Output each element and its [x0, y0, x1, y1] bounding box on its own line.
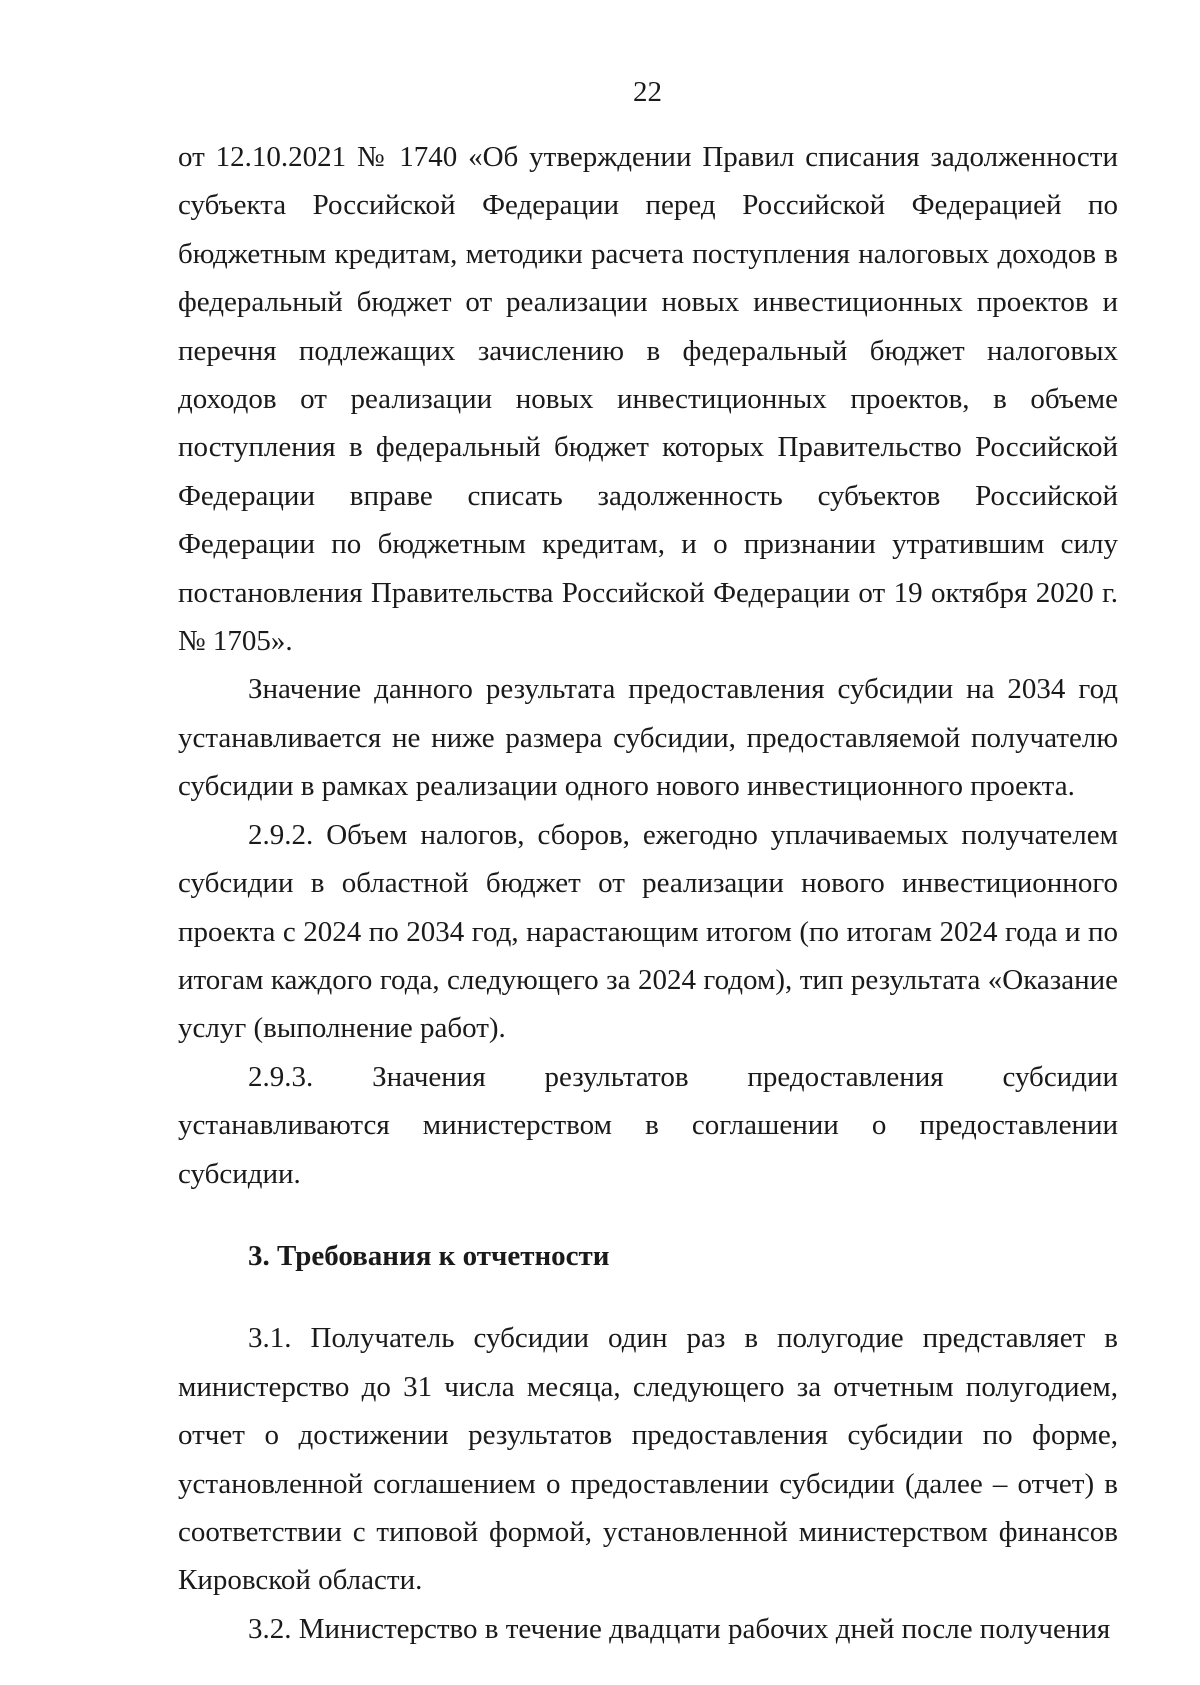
document-body [178, 133, 1118, 1653]
paragraph-2-9-2: 2.9.2. Объем налогов, сборов, ежегодно уплачиваемых получателем субсидии в областной бюджет от реализации нового инвестиционного проекта с 2024 по 2034 год, нарастающим итогом (по итогам 2024 года и по итогам каждого года, следующего за 2024 годом), тип результата «Оказание услуг (выполнение работ). [178, 818, 1118, 1045]
section-heading-reporting: 3. Требования к отчетности [248, 1239, 610, 1272]
spacer [178, 1280, 1118, 1314]
paragraph-3-2: 3.2. Министерство в течение двадцати рабочих дней после получения [248, 1612, 1111, 1645]
paragraph-2-9-3: 2.9.3. Значения результатов предоставления субсидии устанавливаются министерством в соглашении о предоставлении субсидии. [178, 1060, 1118, 1190]
paragraph-regulation-reference: от 12.10.2021 № 1740 «Об утверждении Правил списания задолженности субъекта Российской Федерации перед Российской Федерацией по бюджетным кредитам, методики расчета поступления налоговых доходов в федеральный бюджет от реализации новых инвестиционных проектов и перечня подлежащих зачислению в федеральный бюджет налоговых доходов от реализации новых инвестиционных проектов, в объеме поступления в федеральный бюджет которых Правительство Российской Федерации вправе списать задолженность субъектов Российской Федерации по бюджетным кредитам, и о признании утратившим силу постановления Правительства Российской Федерации от 19 октября 2020 г. № 1705». [178, 141, 1118, 658]
paragraph-result-value-2034: Значение данного результата предоставления субсидии на 2034 год устанавливается не ниже размера субсидии, предоставляемой получателю субсидии в рамках реализации одного нового инвестиционного проекта. [178, 673, 1118, 803]
paragraph-3-1: 3.1. Получатель субсидии один раз в полугодие представляет в министерство до 31 числа месяца, следующего за отчетным полугодием, отчет о достижении результатов предоставления субсидии по форме, установленной соглашением о предоставлении субсидии (далее – отчет) в соответствии с типовой формой, установленной министерством финансов Кировской области. [178, 1322, 1118, 1597]
page-number: 22 [633, 76, 662, 108]
spacer [178, 1198, 1118, 1232]
